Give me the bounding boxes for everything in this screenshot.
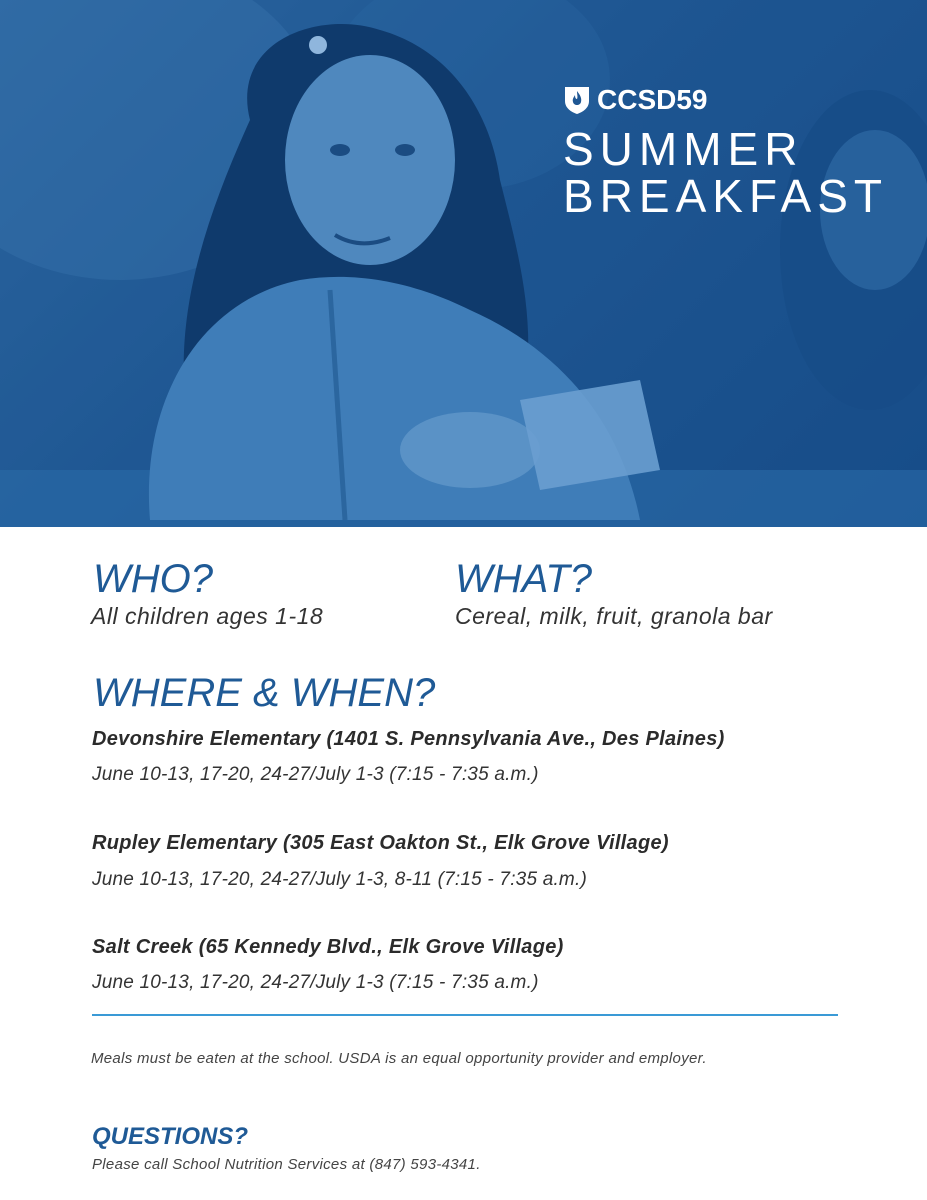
who-heading: WHO? <box>93 557 213 601</box>
location-name: Salt Creek (65 Kennedy Blvd., Elk Grove Village) <box>92 936 564 958</box>
disclaimer-text: Meals must be eaten at the school. USDA is an equal opportunity provider and employer. <box>91 1050 707 1067</box>
where-when-heading: WHERE & WHEN? <box>93 671 436 715</box>
what-text: Cereal, milk, fruit, granola bar <box>455 603 773 629</box>
location-dates: June 10-13, 17-20, 24-27/July 1-3, 8-11 (7:15 - 7:35 a.m.) <box>92 869 587 890</box>
hero-photo <box>0 0 927 527</box>
brand-logo-group <box>563 84 707 116</box>
location-name: Rupley Elementary (305 East Oakton St., Elk Grove Village) <box>92 832 669 854</box>
questions-heading: QUESTIONS? <box>92 1123 249 1150</box>
what-heading: WHAT? <box>455 557 593 601</box>
location-dates: June 10-13, 17-20, 24-27/July 1-3 (7:15 - 7:35 a.m.) <box>92 764 539 785</box>
questions-text: Please call School Nutrition Services at (847) 593-4341. <box>92 1156 481 1173</box>
who-text: All children ages 1-18 <box>91 603 324 629</box>
hero-banner <box>0 0 927 527</box>
location-dates: June 10-13, 17-20, 24-27/July 1-3 (7:15 - 7:35 a.m.) <box>92 972 539 993</box>
title-line-1: SUMMER <box>563 123 804 175</box>
section-divider <box>92 1014 838 1016</box>
title-line-2: BREAKFAST <box>563 170 888 222</box>
flame-shield-icon <box>563 85 591 115</box>
location-name: Devonshire Elementary (1401 S. Pennsylvania Ave., Des Plaines) <box>92 728 725 750</box>
brand-name: CCSD59 <box>597 84 708 115</box>
